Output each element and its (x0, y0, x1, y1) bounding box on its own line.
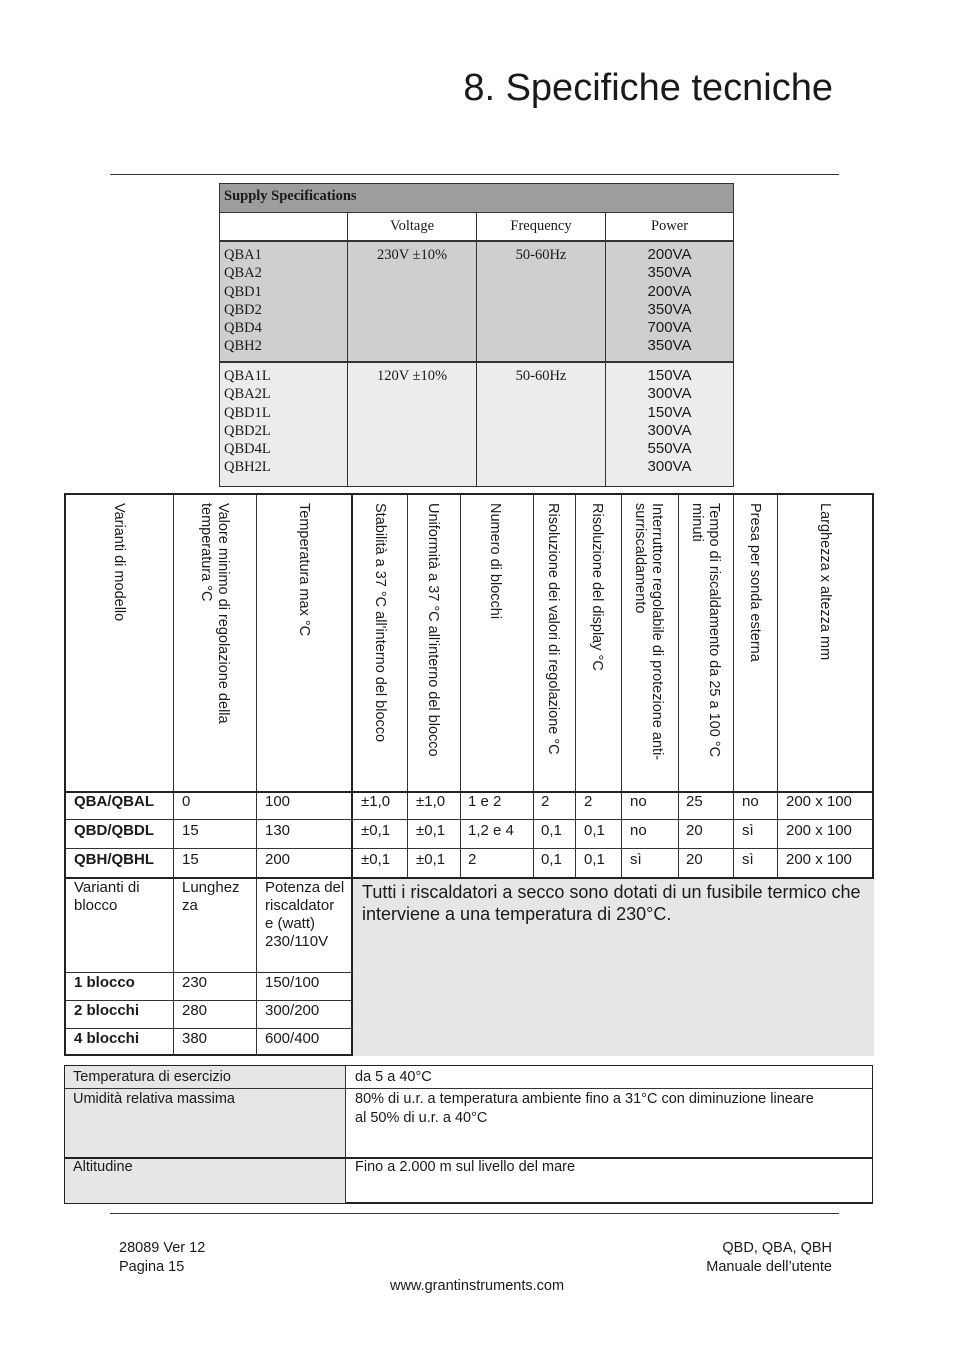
header-model-variants: Varianti di modello (111, 503, 127, 622)
supply-group-120v (220, 363, 733, 486)
top-rule (110, 174, 839, 175)
supply-frequency: 50-60Hz (477, 242, 606, 361)
header-setpoint-resolution: Risoluzione dei valori di regolazione °C (545, 503, 561, 755)
block-header-variants: Varianti di blocco (74, 879, 140, 914)
supply-title: Supply Specifications (220, 184, 733, 213)
header-block-count: Numero di blocchi (487, 503, 503, 620)
doc-reference: 28089 Ver 12 (119, 1240, 206, 1256)
header-uniformity: Uniformità a 37 °C all'interno del blocco (425, 503, 441, 757)
supply-models: QBA1 QBA2 QBD1 QBD2 QBD4 QBH2 (220, 242, 348, 361)
header-dimensions: Larghezza x altezza mm (817, 503, 833, 661)
supply-header-power: Power (606, 213, 733, 242)
header-min-setpoint: Valore minimo di regolazione della temperatura °C (198, 503, 231, 724)
supply-power: 200VA 350VA 200VA 350VA 700VA 350VA (647, 246, 692, 355)
block-header-power: Potenza del riscaldator e (watt) 230/110V (265, 879, 345, 950)
header-external-probe: Presa per sonda esterna (747, 503, 763, 662)
header-overheat-cutout: Interruttore regolabile di protezione anti-surriscaldamento (632, 503, 665, 761)
fuse-note: Tutti i riscaldatori a secco sono dotati di un fusibile termico che interviene a una temperatura di 230°C. (362, 882, 861, 924)
supply-models: QBA1L QBA2L QBD1L QBD2L QBD4L QBH2L (220, 363, 348, 486)
website-link[interactable]: www.grantinstruments.com (389, 1278, 565, 1294)
supply-header-blank (220, 213, 348, 242)
header-display-resolution: Risoluzione del display °C (589, 503, 605, 671)
supply-power: 150VA 300VA 150VA 300VA 550VA 300VA (647, 367, 692, 476)
header-stability: Stabilità a 37 °C all'interno del blocco (372, 503, 388, 743)
environment-table: Temperatura di esercizio da 5 a 40°C Umidità relativa massima 80% di u.r. a temperatura ambiente fino a 31°C con diminuzione lineare al 50% di u.r. a 40°C Altitudine Fino a 2.000 m sul livello del mare (64, 1065, 873, 1204)
footer-models: QBD, QBA, QBH (722, 1240, 832, 1256)
page-number: Pagina 15 (119, 1259, 185, 1275)
footer-rule (110, 1213, 839, 1214)
model-specifications-table: Tutti i riscaldatori a secco sono dotati di un fusibile termico che interviene a una temperatura di 230°C. Varianti di modello Valore minimo di regolazione della temperatura °C Temperatura max °C Stabilità a 37 °C all'interno del blocco Uniformità a 37 °C all'interno del blocco Numero di blocchi Risoluzione dei valori di regolazione °C Risoluzione del display °C Interruttore regolabile di protezione anti-surriscaldamento Tempo di riscaldamento da 25 a 100 °C minuti Presa per sonda esterna Larghezza x altezza mm QBA/QBAL 0 100 ±1,0 ±1,0 1 e 2 2 2 no 25 no 200 x 100 QBD/QBDL 15 130 ±0,1 ±0,1 1,2 e 4 0,1 0,1 no 20 sì 200 x 100 QBH/QBHL 15 200 ±0,1 ±0,1 2 0,1 0,1 sì 20 sì 200 x 100 Varianti di blocco Lunghez za Potenza del riscaldator e (watt) 230/110V 1 blocco 230 150/100 2 blocchi 280 300/200 4 blocchi 380 600/400 (64, 493, 874, 1056)
supply-header-frequency: Frequency (477, 213, 606, 242)
header-max-temp: Temperatura max °C (296, 503, 312, 637)
supply-specifications-table (219, 183, 734, 487)
supply-frequency: 50-60Hz (477, 363, 606, 486)
block-header-length: Lunghez za (182, 879, 240, 914)
supply-group-230v (220, 242, 733, 363)
header-heatup-time: Tempo di riscaldamento da 25 a 100 °C minuti (689, 503, 722, 758)
env-label-bg (65, 1066, 345, 1203)
page-title: 8. Specifiche tecniche (463, 67, 833, 109)
footer-manual: Manuale dell’utente (706, 1259, 832, 1275)
supply-voltage: 230V ±10% (348, 242, 477, 361)
supply-voltage: 120V ±10% (348, 363, 477, 486)
supply-header-voltage: Voltage (348, 213, 477, 242)
